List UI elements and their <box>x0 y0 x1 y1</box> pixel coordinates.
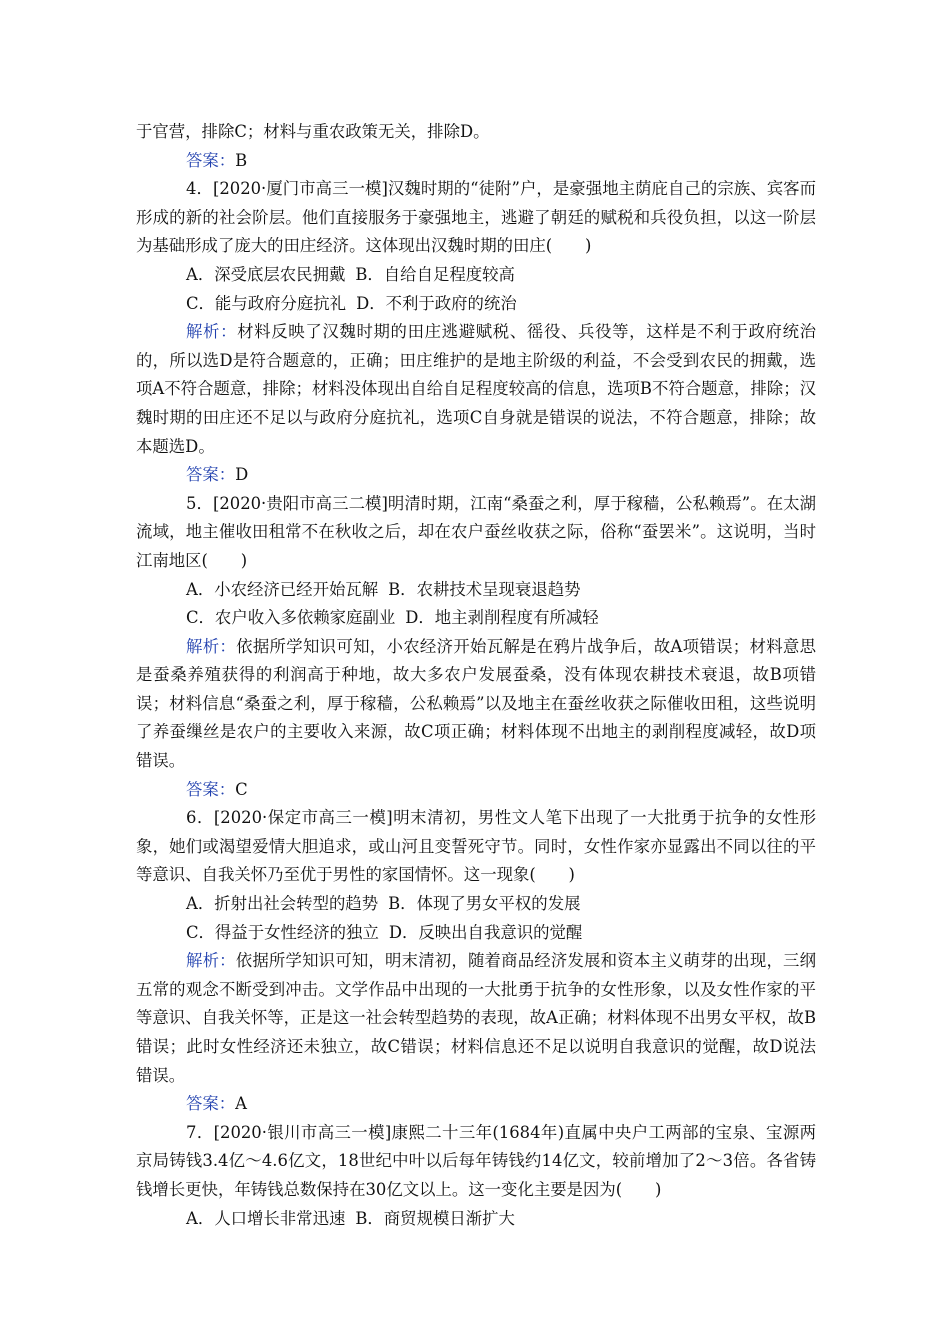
analysis <box>136 633 816 776</box>
answer <box>136 776 816 805</box>
answer <box>136 1090 816 1119</box>
option-row <box>136 261 816 290</box>
answer-value: D <box>235 465 249 485</box>
answer-value: B <box>235 150 248 170</box>
document-page <box>136 118 816 1233</box>
option-c: C．能与政府分庭抗礼 <box>186 293 347 313</box>
answer-value: C <box>235 779 248 799</box>
answer-label: 答案： <box>186 779 236 799</box>
analysis-text: 材料反映了汉魏时期的田庄逃避赋税、徭役、兵役等，这样是不利于政府统治的，所以选D是符合题意的，正确；田庄维护的是地主阶级的利益，不会受到农民的拥戴，选项A不符合题意，排除；材料没体现出自给自足程度较高的信息，选项B不符合题意，排除；汉魏时期的田庄还不足以与政府分庭抗礼，选项C自身就是错误的说法，不符合题意，排除；故本题选D。 <box>136 322 817 456</box>
answer-label: 答案： <box>186 465 236 485</box>
option-row <box>136 604 816 633</box>
answer-label: 答案： <box>186 1094 236 1114</box>
question-stem: 5．[2020·贵阳市高三二模]明清时期，江南“桑蚕之利，厚于稼穑，公私赖焉”。在太湖流域，地主催收田租常不在秋收之后，却在农户蚕丝收获之际，俗称“蚕罢米”。这说明，当时江南地区( ) <box>136 493 816 570</box>
option-b: B．商贸规模日渐扩大 <box>355 1208 515 1228</box>
option-row <box>136 576 816 605</box>
option-b: B．体现了男女平权的发展 <box>388 894 581 914</box>
option-c: C．得益于女性经济的独立 <box>186 922 379 942</box>
option-c: C．农户收入多依赖家庭副业 <box>186 608 396 628</box>
option-a: A．人口增长非常迅速 <box>186 1208 346 1228</box>
option-a: A．折射出社会转型的趋势 <box>186 894 379 914</box>
question-stem: 6．[2020·保定市高三一模]明末清初，男性文人笔下出现了一大批勇于抗争的女性形象，她们或渴望爱情大胆追求，或山河且变誓死守节。同时，女性作家亦显露出不同以往的平等意识、自我关怀乃至优于男性的家国情怀。这一现象( ) <box>136 808 816 885</box>
answer-value: A <box>235 1094 248 1114</box>
intro-line: 于官营，排除C；材料与重农政策无关，排除D。 <box>136 122 490 141</box>
intro-answer <box>136 147 816 176</box>
option-b: B．农耕技术呈现衰退趋势 <box>388 579 581 599</box>
question-stem: 4．[2020·厦门市高三一模]汉魏时期的“徒附”户，是豪强地主荫庇自己的宗族、宾客而形成的新的社会阶层。他们直接服务于豪强地主，逃避了朝廷的赋税和兵役负担，以这一阶层为基础形成了庞大的田庄经济。这体现出汉魏时期的田庄( ) <box>136 179 816 256</box>
analysis-label: 解析： <box>186 636 237 656</box>
option-row <box>136 290 816 319</box>
analysis-text: 依据所学知识可知，小农经济开始瓦解是在鸦片战争后，故A项错误；材料意思是蚕桑养殖获得的利润高于种地，故大多农户发展蚕桑，没有体现农耕技术衰退，故B项错误；材料信息“桑蚕之利，厚于稼穑，公私赖焉”以及地主在蚕丝收获之际催收田租，这些说明了养蚕缫丝是农户的主要收入来源，故C项正确；材料体现不出地主的剥削程度减轻，故D项错误。 <box>136 636 816 771</box>
analysis-text: 依据所学知识可知，明末清初，随着商品经济发展和资本主义萌芽的出现，三纲五常的观念不断受到冲击。文学作品中出现的一大批勇于抗争的女性形象，以及女性作家的平等意识、自我关怀等，正是这一社会转型趋势的表现，故A正确；材料体现不出男女平权，故B错误；此时女性经济还未独立，故C错误；材料信息还不足以说明自我意识的觉醒，故D说法错误。 <box>136 951 817 1085</box>
analysis <box>136 947 816 1090</box>
question-stem: 7．[2020·银川市高三一模]康熙二十三年(1684年)直属中央户工两部的宝泉、宝源两京局铸钱3.4亿～4.6亿文，18世纪中叶以后每年铸钱约14亿文，较前增加了2～3倍。各省铸钱增长更快，年铸钱总数保持在30亿文以上。这一变化主要是因为( ) <box>136 1122 816 1199</box>
option-a: A．深受底层农民拥戴 <box>186 264 346 284</box>
analysis-label: 解析： <box>186 322 238 342</box>
option-row <box>136 919 816 948</box>
option-b: B．自给自足程度较高 <box>355 264 515 284</box>
option-d: D．不利于政府的统治 <box>356 293 517 313</box>
analysis <box>136 318 816 461</box>
option-d: D．地主剥削程度有所减轻 <box>405 608 599 628</box>
option-d: D．反映出自我意识的觉醒 <box>388 922 583 942</box>
option-row <box>136 1205 816 1234</box>
answer-label: 答案： <box>186 150 236 170</box>
answer <box>136 461 816 490</box>
option-a: A．小农经济已经开始瓦解 <box>186 579 379 599</box>
option-row <box>136 890 816 919</box>
analysis-label: 解析： <box>186 951 236 971</box>
